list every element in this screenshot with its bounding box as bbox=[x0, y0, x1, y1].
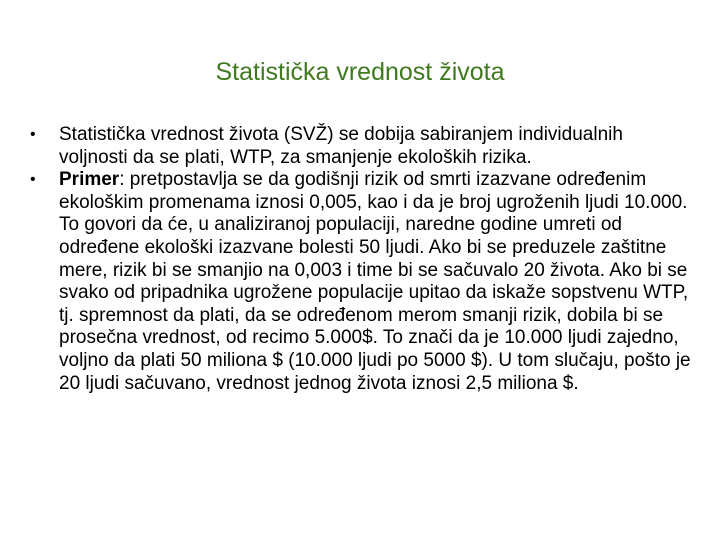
bullet-icon: • bbox=[30, 126, 36, 143]
slide-title: Statistička vrednost života bbox=[215, 58, 505, 86]
example-label: Primer bbox=[59, 169, 120, 191]
bullet-list bbox=[28, 124, 694, 395]
bullet-icon: • bbox=[30, 171, 36, 189]
bullet-item-example bbox=[28, 169, 694, 395]
bullet-text-example: : pretpostavlja se da godišnji rizik od smrti izazvane određenim ekološkim promenama iznosi 0,005, kao i da je broj ugroženih ljudi 10.000. To govori da će, u analiziranoj populaciji, naredne godine umreti od određene ekološki izazvane bolesti 50 ljudi. Ako bi se preduzele zaštitne mere, rizik bi se smanjio na 0,003 i time bi se sačuvalo 20 života. Ako bi se svako od pripadnika ugrožene populacije upitao da iskaže sopstvenu WTP, tj. spremnost da plati, da se određenom merom smanji rizik, dobila bi se prosečna vrednost, od recimo 5.000$. To znači da je 10.000 ljudi zajedno, voljno da plati 50 miliona $ (10.000 ljudi po 5000 $). U tom slučaju, pošto je 20 ljudi sačuvano, vrednost jednog života iznosi 2,5 miliona $. bbox=[59, 169, 691, 394]
bullet-item-definition bbox=[28, 124, 694, 169]
bullet-text-definition: Statistička vrednost života (SVŽ) se dobija sabiranjem individualnih voljnosti da se plati, WTP, za smanjenje ekoloških rizika. bbox=[59, 124, 623, 168]
